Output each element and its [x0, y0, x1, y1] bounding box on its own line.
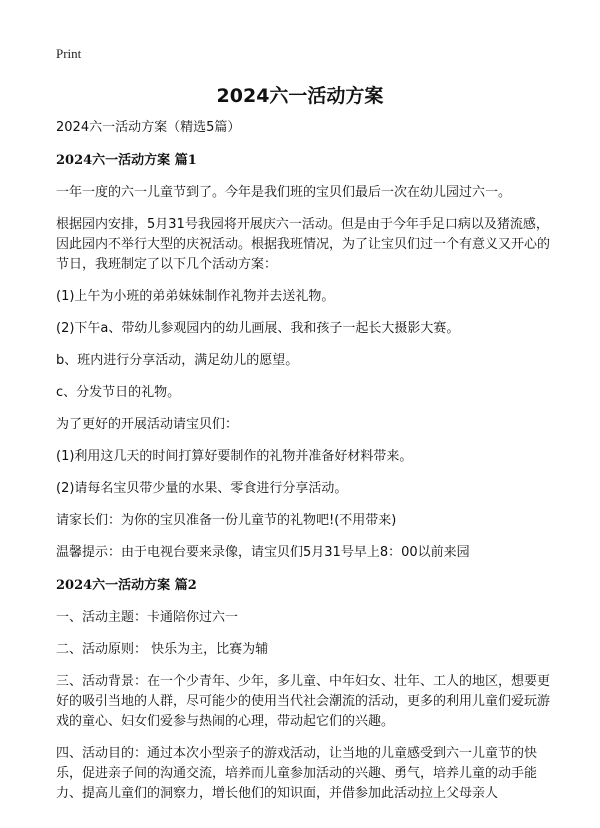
paragraph: 根据园内安排，5月31号我园将开展庆六一活动。但是由于今年手足口病以及猪流感，因此园内不举行大型的庆祝活动。根据我班情况，为了让宝贝们过一个有意义又开心的节日，我班制定了以下几个活动方案： — [56, 217, 551, 272]
paragraph: (1)上午为小班的弟弟妹妹制作礼物并去送礼物。 — [56, 289, 335, 304]
section-1 — [56, 151, 556, 563]
paragraph: (2)请每名宝贝带少量的水果、零食进行分享活动。 — [56, 481, 348, 496]
paragraph: 请家长们：为你的宝贝准备一份儿童节的礼物吧!(不用带来) — [56, 513, 397, 528]
document-subtitle: 2024六一活动方案（精选5篇） — [56, 120, 241, 135]
paragraph: 为了更好的开展活动请宝贝们： — [56, 417, 239, 432]
paragraph: 三、活动背景：在一个少青年、少年，多儿童、中年妇女、壮年、工人的地区，想要更好的吸引当地的人群，尽可能少的使用当代社会潮流的活动，更多的利用儿童们爱玩游戏的童心、妇女们爱参与热闹的心理，带动起它们的兴趣。 — [56, 674, 551, 729]
section-heading: 2024六一活动方案 篇2 — [56, 578, 197, 593]
paragraph: (1)利用这几天的时间打算好要制作的礼物并准备好材料带来。 — [56, 449, 413, 464]
paragraph: 四、活动目的：通过本次小型亲子的游戏活动，让当地的儿童感受到六一儿童节的快乐，促进亲子间的沟通交流，培养而儿童参加活动的兴趣、勇气，培养儿童的动手能力、提高儿童们的洞察力，增长他们的知识面，并借参加此活动拉上父母亲人 — [56, 746, 538, 801]
paragraph: 一年一度的六一儿童节到了。今年是我们班的宝贝们最后一次在幼儿园过六一。 — [56, 185, 512, 200]
section-heading: 2024六一活动方案 篇1 — [56, 153, 197, 168]
paragraph: 一、活动主题：卡通陪你过六一 — [56, 610, 239, 625]
document-title: 2024六一活动方案 — [216, 85, 384, 107]
paragraph: c、分发节日的礼物。 — [56, 385, 181, 400]
paragraph: b、班内进行分享活动，满足幼儿的愿望。 — [56, 353, 299, 368]
paragraph: (2)下午a、带幼儿参观园内的幼儿画展、我和孩子一起长大摄影大赛。 — [56, 321, 460, 336]
print-label: Print — [56, 46, 82, 61]
document-body — [56, 118, 556, 816]
paragraph: 二、活动原则： 快乐为主，比赛为辅 — [56, 642, 269, 657]
paragraph: 温馨提示：由于电视台要来录像，请宝贝们5月31号早上8：00以前来园 — [56, 545, 470, 560]
section-2 — [56, 576, 556, 804]
